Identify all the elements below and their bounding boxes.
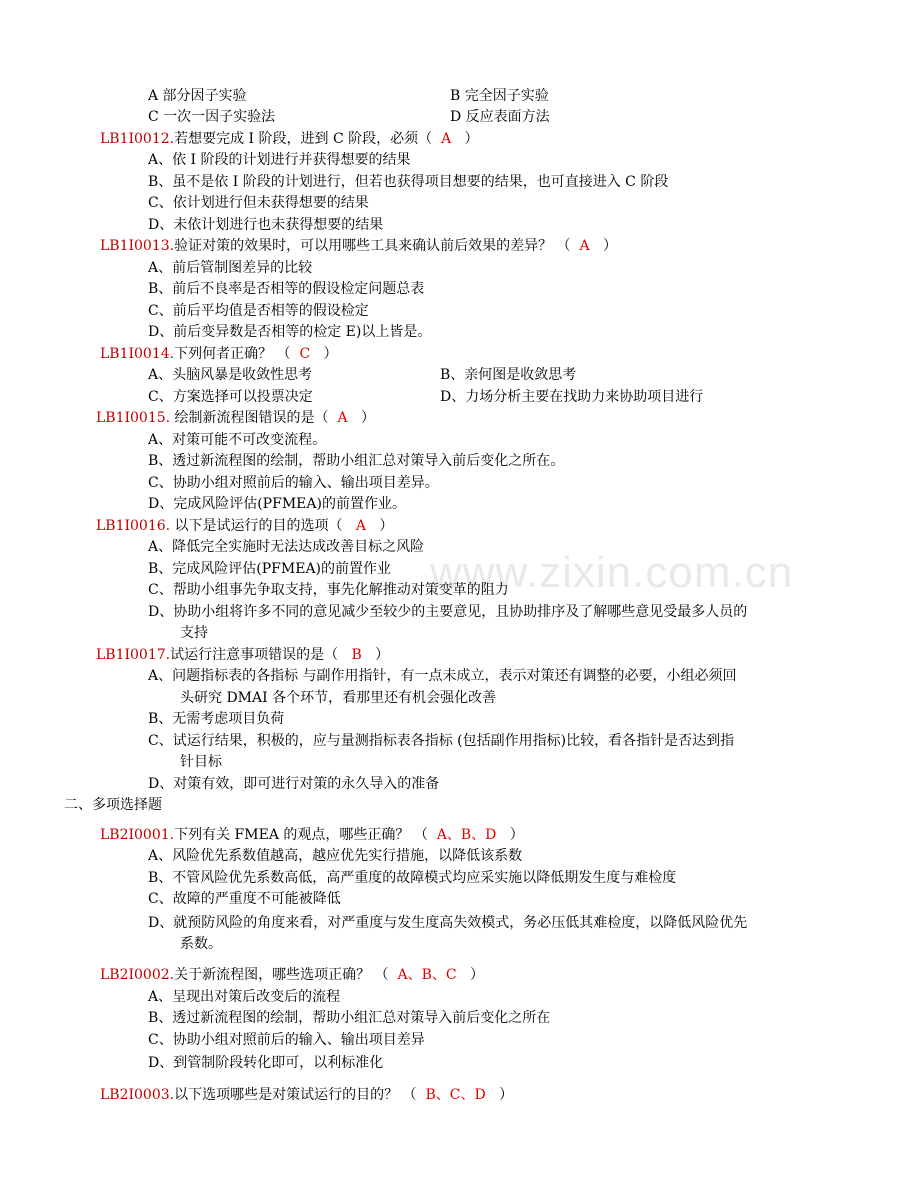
question-text-end: ） [509,827,524,843]
option: B、虽不是依 I 阶段的计划进行，但若也获得项目想要的结果，也可直接进入 C 阶段 [148,174,669,190]
option: C、方案选择可以投票决定 [148,389,313,405]
question-stem [100,129,479,149]
question-stem [96,408,375,428]
option: D、未依计划进行也未获得想要的结果 [148,217,384,233]
option: B、透过新流程图的绘制，帮助小组汇总对策导入前后变化之所在 [148,1010,551,1026]
answer: A、B、C [397,967,457,983]
option-d: D 反应表面方法 [450,109,550,125]
option: C、前后平均值是否相等的假设检定 [148,303,369,319]
question-stem [100,965,484,985]
question-id: LB2I0001. [100,827,175,843]
answer: A [355,518,367,534]
option-continuation: 系数。 [180,936,222,952]
question-id: LB1I0016. [96,518,171,534]
question-id: LB2I0003. [100,1087,175,1103]
option: B、不管风险优先系数高低，高严重度的故障模式均应采实施以降低期发生度与难检度 [148,870,677,886]
option: C、帮助小组事先争取支持，事先化解推动对策变革的阻力 [148,582,509,598]
question-id: LB2I0002. [100,967,175,983]
option: D、对策有效，即可进行对策的永久导入的准备 [148,776,440,792]
question-text-end: ） [360,410,375,426]
question-stem [100,825,524,845]
question-text: 以下是试运行的目的选项（ [170,518,343,534]
option: B、前后不良率是否相等的假设检定问题总表 [148,281,425,297]
question-text: 验证对策的效果时，可以用哪些工具来确认前后效果的差异？ （ [174,238,571,254]
option-continuation: 针目标 [180,754,222,770]
section-title: 二、多项选择题 [64,797,162,813]
question-id: LB1I0014. [100,346,175,362]
question-text: 下列有关 FMEA 的观点，哪些正确？ （ [174,827,428,843]
option: B、无需考虑项目负荷 [148,711,285,727]
answer: C [299,346,311,362]
option-c: C 一次一因子实验法 [148,109,276,125]
option: B、完成风险评估(PFMEA)的前置作业 [148,561,392,577]
answer: A、B、D [436,827,497,843]
answer: A [441,131,452,147]
question-id: LB1I0015. [96,410,171,426]
question-text-end: ） [464,131,479,147]
answer: B [351,647,362,663]
question-stem [100,1085,513,1105]
option: D、到管制阶段转化即可，以利标准化 [148,1055,384,1071]
option: D、完成风险评估(PFMEA)的前置作业。 [148,496,406,512]
option: C、试运行结果，积极的，应与量测指标表各指标 (包括副作用指标)比较，看各指针是否达到指 [148,733,735,749]
option: C、协助小组对照前后的输入、输出项目差异。 [148,475,439,491]
option: C、依计划进行但未获得想要的结果 [148,195,369,211]
answer: A [337,410,348,426]
option: C、协助小组对照前后的输入、输出项目差异 [148,1032,425,1048]
option: A、呈现出对策后改变后的流程 [148,989,341,1005]
question-text-end: ） [499,1087,514,1103]
question-text: 若想要完成 I 阶段，进到 C 阶段，必须（ [174,131,433,147]
question-stem [96,645,389,665]
option-a: A 部分因子实验 [148,88,247,104]
option: D、前后变异数是否相等的检定 E)以上皆是。 [148,324,432,340]
option: D、协助小组将许多不同的意见减少至较少的主要意见，且协助排序及了解哪些意见受最多人员的 [148,604,748,620]
question-text-end: ） [323,346,338,362]
question-text-end: ） [602,238,617,254]
question-id: LB1I0013. [100,238,175,254]
option-b: B 完全因子实验 [450,88,549,104]
question-text-end: ） [469,967,484,983]
option: A、前后管制图差异的比较 [148,260,313,276]
option: A、风险优先系数值越高，越应优先实行措施，以降低该系数 [148,848,523,864]
question-text-end: ） [375,647,390,663]
question-text-end: ） [379,518,394,534]
question-text: 关于新流程图，哪些选项正确？ （ [174,967,389,983]
option: D、就预防风险的角度来看，对严重度与发生度高失效模式，务必压低其难检度，以降低风险优先 [148,915,748,931]
question-text: 绘制新流程图错误的是（ [170,410,329,426]
option: D、力场分析主要在找助力来协助项目进行 [440,389,704,405]
question-text: 试运行注意事项错误的是（ [170,647,339,663]
answer: B、C、D [425,1087,486,1103]
option-continuation: 头研究 DMAI 各个环节，看那里还有机会强化改善 [180,690,497,706]
option: C、故障的严重度不可能被降低 [148,891,341,907]
option-continuation: 支持 [180,625,208,641]
option: A、降低完全实施时无法达成改善目标之风险 [148,539,425,555]
option: A、问题指标表的各指标 与副作用指针，有一点未成立，表示对策还有调整的必要，小组必须回 [148,668,737,684]
watermark: www.zixin.com.cn [430,548,794,597]
option: A、依 I 阶段的计划进行并获得想要的结果 [148,152,411,168]
question-text: 以下选项哪些是对策试运行的目的？ （ [174,1087,417,1103]
question-stem [96,516,393,536]
question-stem [100,236,617,256]
question-id: LB1I0017. [96,647,171,663]
question-text: 下列何者正确？ （ [174,346,291,362]
option: B、亲何图是收敛思考 [440,367,577,383]
question-stem [100,344,338,364]
option: A、对策可能不可改变流程。 [148,432,327,448]
answer: A [579,238,590,254]
option: B、透过新流程图的绘制，帮助小组汇总对策导入前后变化之所在。 [148,453,565,469]
question-id: LB1I0012. [100,131,175,147]
option: A、头脑风暴是收敛性思考 [148,367,313,383]
